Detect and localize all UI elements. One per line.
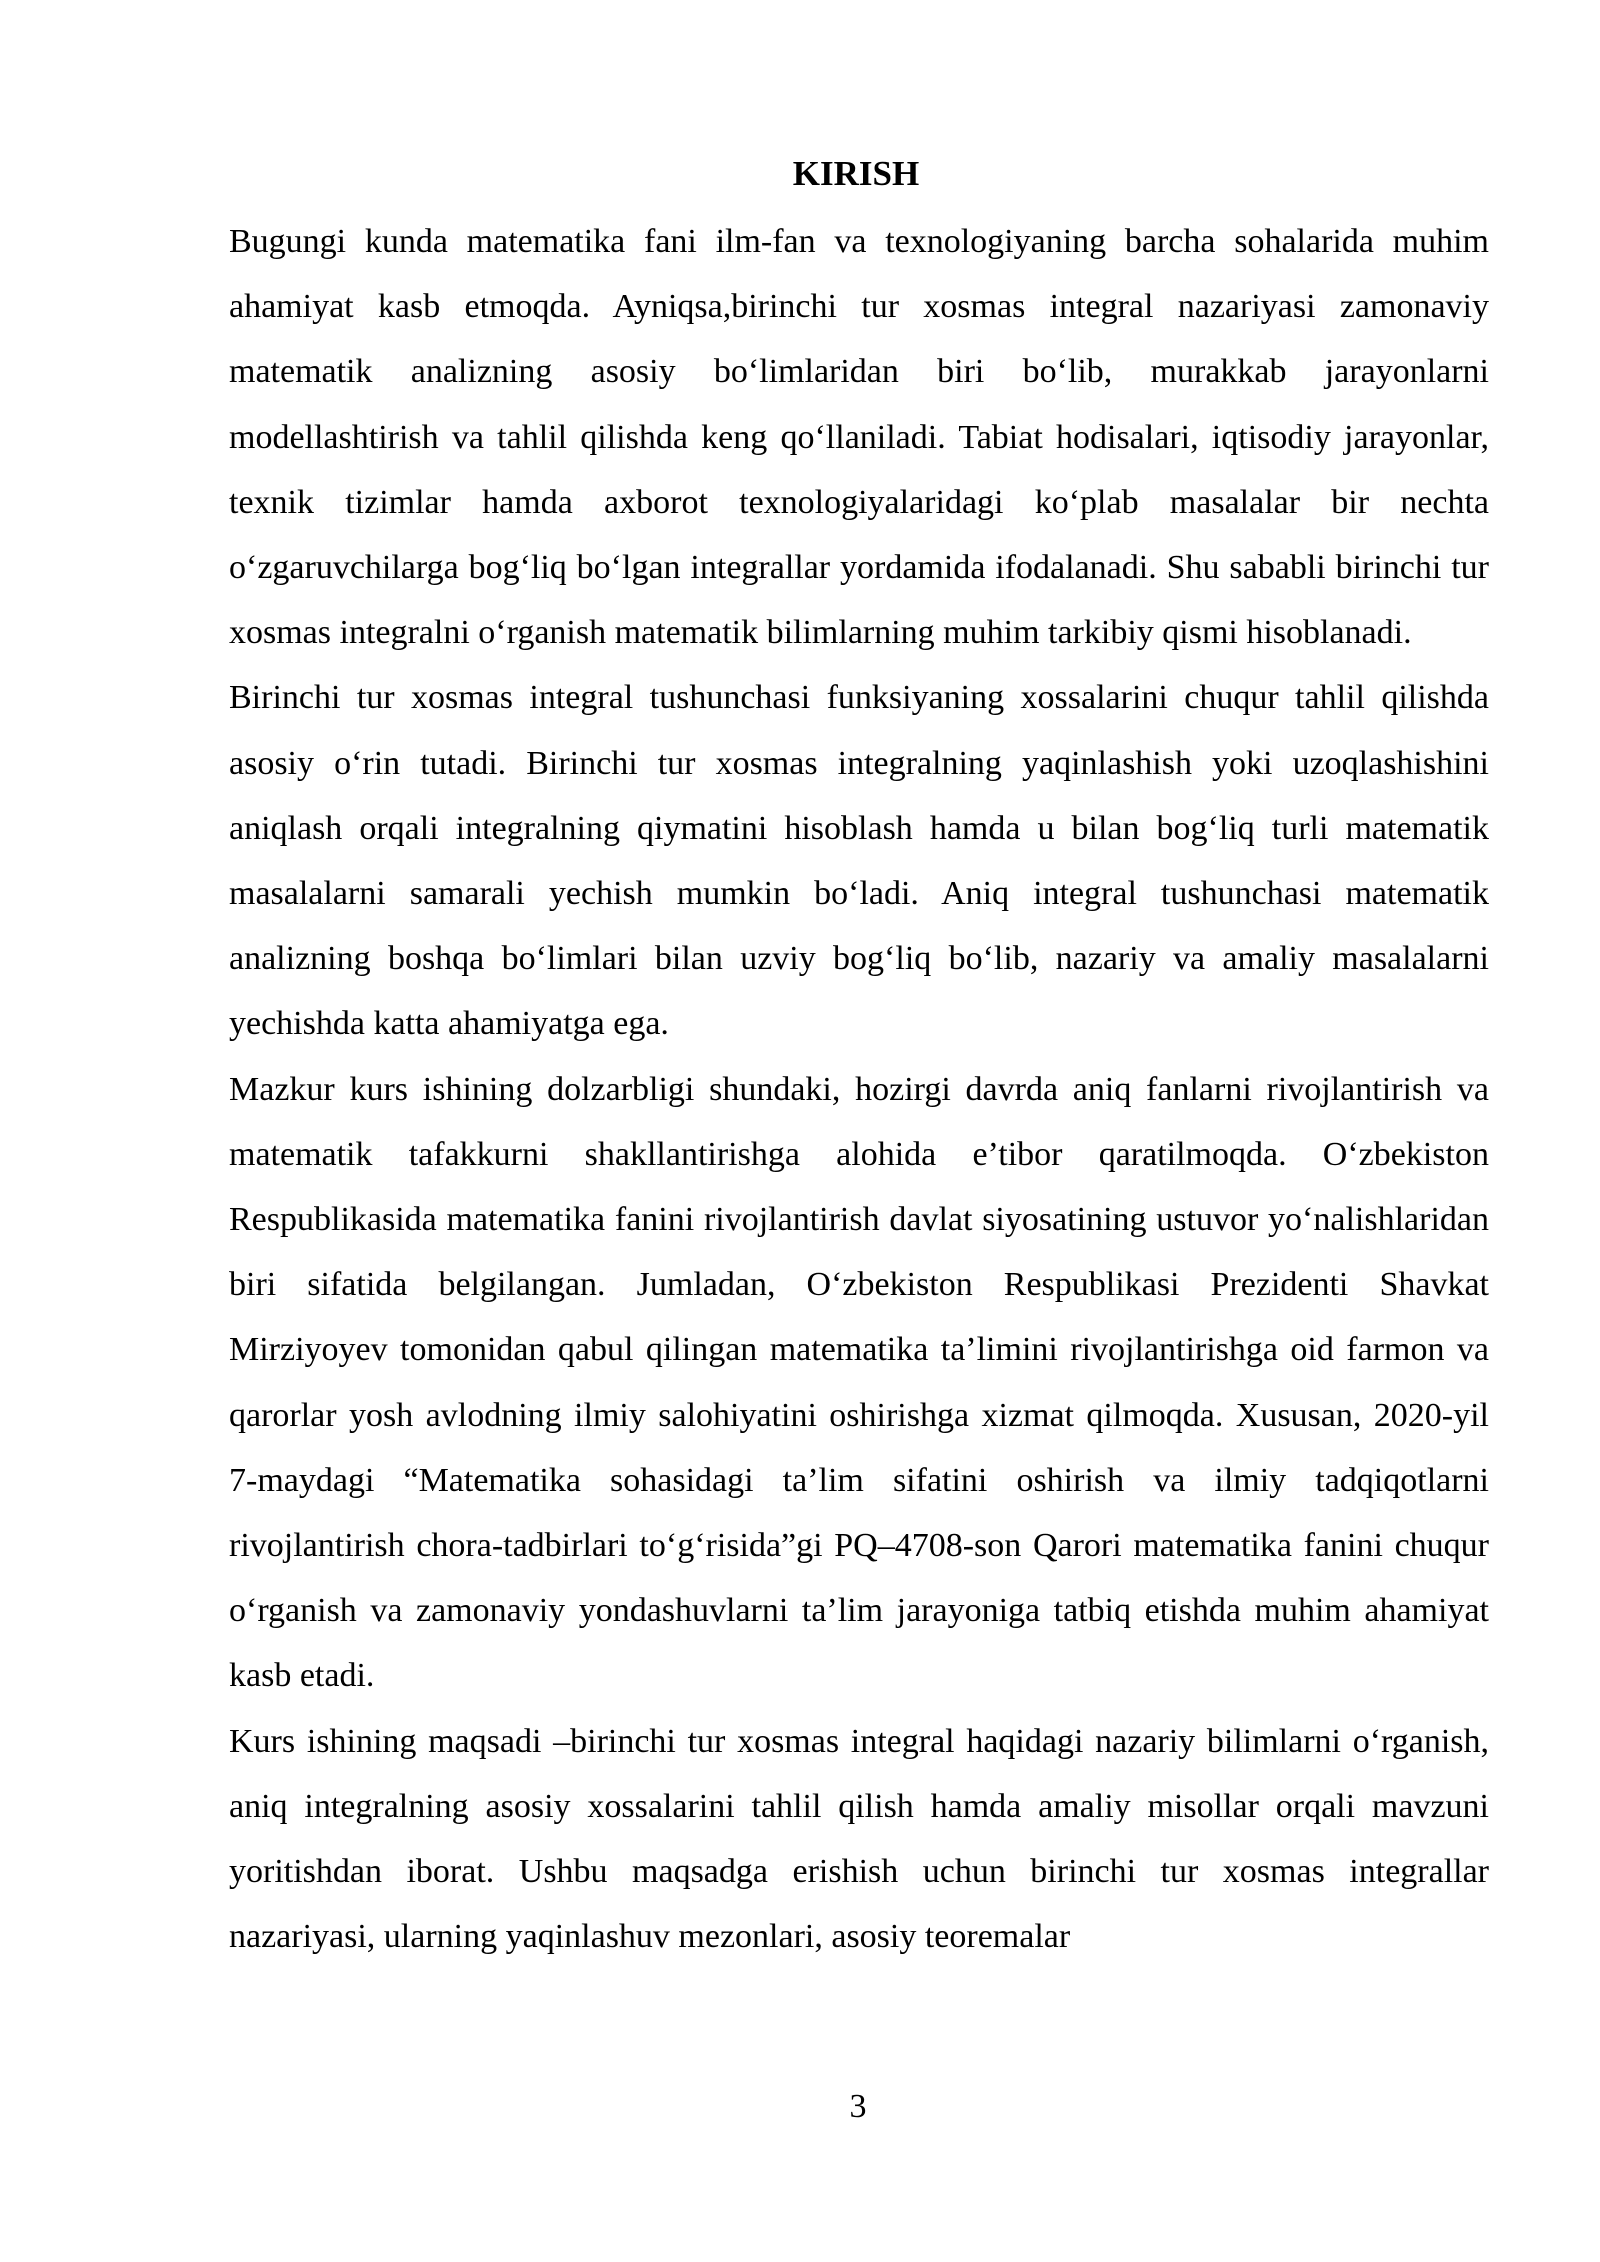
paragraph-intro: Bugungi kunda matematika fani ilm-fan va texnologiyaning barcha sohalarida muhim ahamiyat kasb etmoqda. Ayniqsa,birinchi tur xosmas integral nazariyasi zamonaviy matematik analizning asosiy bo‘limlaridan biri bo‘lib, murakkab jarayonlarni modellashtirish va tahlil qilishda keng qo‘llaniladi. Tabiat hodisalari, iqtisodiy jarayonlar, texnik tizimlar hamda axborot texnologiyalaridagi ko‘plab masalalar bir nechta o‘zgaruvchilarga bog‘liq bo‘lgan integrallar yordamida ifodalanadi. Shu sababli birinchi tur xosmas integralni o‘rganish matematik bilimlarning muhim tarkibiy qismi hisoblanadi. [229,223,1489,652]
section-heading: KIRISH [792,154,920,193]
paragraph-goal: Kurs ishining maqsadi –birinchi tur xosmas integral haqidagi nazariy bilimlarni o‘rganish, aniq integralning asosiy xossalarini tahlil qilish hamda amaliy misollar orqali mavzuni yoritishdan iborat. Ushbu maqsadga erishish uchun birinchi tur xosmas integrallar nazariyasi, ularning yaqinlashuv mezonlari, asosiy teoremalar [229,1722,1489,1956]
body-text [229,209,1489,1969]
paragraph-relevance: Mazkur kurs ishining dolzarbligi shundaki, hozirgi davrda aniq fanlarni rivojlantirish va matematik tafakkurni shakllantirishga alohida e’tibor qaratilmoqda. O‘zbekiston Respublikasida matematika fanini rivojlantirish davlat siyosatining ustuvor yo‘nalishlaridan biri sifatida belgilangan. Jumladan, O‘zbekiston Respublikasi Prezidenti Shavkat Mirziyoyev tomonidan qabul qilingan matematika ta’limini rivojlantirishga oid farmon va qarorlar yosh avlodning ilmiy salohiyatini oshirishga xizmat qilmoqda. Xususan, 2020-yil 7-maydagi “Matematika sohasidagi ta’lim sifatini oshirish va ilmiy tadqiqotlarni rivojlantirish chora-tadbirlari to‘g‘risida”gi PQ–4708-son Qarori matematika fanini chuqur o‘rganish va zamonaviy yondashuvlarni ta’lim jarayoniga tatbiq etishda muhim ahamiyat kasb etadi. [229,1070,1489,1695]
page-number: 3 [849,2088,867,2125]
paragraph-concept: Birinchi tur xosmas integral tushunchasi funksiyaning xossalarini chuqur tahlil qilishda asosiy o‘rin tutadi. Birinchi tur xosmas integralning yaqinlashish yoki uzoqlashishini aniqlash orqali integralning qiymatini hisoblash hamda u bilan bog‘liq turli matematik masalalarni samarali yechish mumkin bo‘ladi. Aniq integral tushunchasi matematik analizning boshqa bo‘limlari bilan uzviy bog‘liq bo‘lib, nazariy va amaliy masalalarni yechishda katta ahamiyatga ega. [229,679,1489,1043]
